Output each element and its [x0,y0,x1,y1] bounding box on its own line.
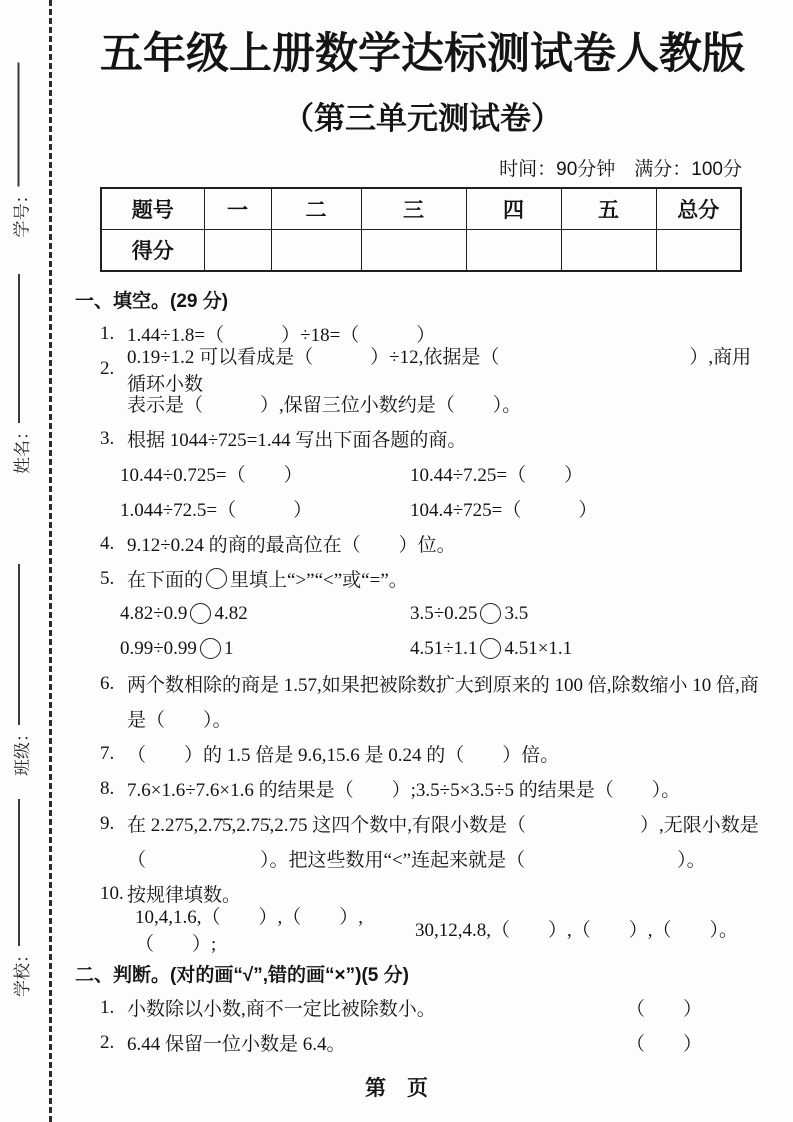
score-table-col-2: 二 [271,188,361,230]
fill-q5-row2 [75,631,770,666]
question-text: 0.19÷1.2 可以看成是（ ）÷12,依据是（ ）,商用循环小数 [127,346,752,395]
score-cell-empty [204,230,271,272]
fill-q9-line1 [75,806,770,841]
fill-q9-line2 [75,841,770,876]
fill-q4 [75,526,770,561]
school-label: 学校： [12,946,32,997]
statement-text: 小数除以小数,商不一定比被除数小。 [127,999,436,1021]
question-number: 7. [100,742,115,764]
binding-dashed-line [49,0,52,1122]
equation-blank: 1.044÷72.5=（ ） [120,500,313,522]
question-text: 按规律填数。 [127,885,242,907]
margin-field-class [10,564,30,776]
score-cell-empty [361,230,466,272]
fill-q3-intro [75,421,770,456]
question-text: 在下面的 [127,570,204,592]
comparison-item [120,603,410,625]
number-sequence: 10,4,1.6,（ ）,（ ）,（ ）; [135,906,364,955]
exam-meta: 时间：90分钟 满分：100分 [499,159,742,181]
school-blank-line [18,799,20,946]
right-expression: 4.51×1.1 [504,637,573,659]
student-number-label: 学号： [12,186,31,238]
page-title: 五年级上册数学达标测试卷人教版 [100,30,745,78]
score-table-corner-cell: 题号 [101,188,204,230]
question-number: 6. [100,672,115,694]
fill-q6-line2 [75,701,770,736]
fill-q10-sequences [75,906,770,955]
fill-q3-row1 [75,456,770,491]
fill-q7 [75,736,770,771]
score-table-score-row [101,230,741,272]
score-cell-empty [561,230,656,272]
section-judge-heading: 二、判断。(对的画“√”,错的画“×”)(5 分) [75,964,409,986]
class-blank-line [18,564,20,725]
question-text: 两个数相除的商是 1.57,如果把被除数扩大到原来的 100 倍,除数缩小 10 倍,商 [127,675,759,697]
question-number: 5. [100,567,115,589]
compare-circle-icon [200,638,221,659]
margin-field-school [10,799,30,997]
left-expression: 0.99÷0.99 [120,637,197,659]
equation-blank: 10.44÷7.25=（ ） [410,465,584,487]
fill-q8 [75,771,770,806]
question-number: 2. [100,357,115,379]
name-label: 姓名： [12,423,32,474]
margin-field-student-number [10,63,30,238]
question-number: 1. [100,322,115,344]
compare-circle-icon [206,568,227,589]
judge-item-1 [75,990,770,1025]
margin-field-name [10,274,30,474]
paper-content [75,0,770,1060]
question-text: （ ）。把这些数用“<”连起来就是（ ）。 [127,850,706,872]
comparison-item [120,638,410,660]
score-table-col-total: 总分 [656,188,741,230]
fill-q5-intro [75,561,770,596]
left-expression: 4.82÷0.9 [120,602,188,624]
section-fill-heading: 一、填空。(29 分) [75,290,229,312]
name-blank-line [18,274,20,423]
score-table-col-1: 一 [204,188,271,230]
page-footer: 第 页 [365,1077,428,1100]
fill-q6-line1 [75,666,770,701]
question-text: 表示是（ ）,保留三位小数约是（ ）。 [127,395,522,417]
question-number: 9. [100,812,115,834]
compare-circle-icon [190,603,211,624]
statement-text: 6.44 保留一位小数是 6.4。 [127,1034,346,1056]
score-table [100,187,742,272]
number-sequence: 30,12,4.8,（ ）,（ ）,（ ）。 [415,920,739,942]
comparison-item [410,603,528,625]
student-number-blank-line [17,63,19,187]
fill-q5-row1 [75,596,770,631]
question-number: 10. [100,882,124,904]
question-number: 8. [100,777,115,799]
right-expression: 4.82 [214,602,248,624]
score-cell-empty [271,230,361,272]
answer-blank: （ ） [625,999,702,1021]
fill-q3-row2 [75,491,770,526]
score-table-col-5: 五 [561,188,656,230]
answer-blank: （ ） [625,1034,702,1056]
question-text: （ ）的 1.5 倍是 9.6,15.6 是 0.24 的（ ）倍。 [127,745,560,767]
left-expression: 3.5÷0.25 [410,602,478,624]
judge-item-2 [75,1025,770,1060]
question-text: 1.44÷1.8=（ ）÷18=（ ） [127,325,436,347]
score-table-col-4: 四 [466,188,561,230]
left-expression: 4.51÷1.1 [410,637,478,659]
score-cell-empty [466,230,561,272]
score-row-label-cell: 得分 [101,230,204,272]
question-text: 9.12÷0.24 的商的最高位在（ ）位。 [127,535,456,557]
right-expression: 1 [223,637,234,659]
question-number: 2. [100,1031,115,1053]
class-label: 班级： [12,725,32,776]
score-cell-empty [656,230,741,272]
compare-circle-icon [480,603,501,624]
question-text: 7.6×1.6÷7.6×1.6 的结果是（ ）;3.5÷5×3.5÷5 的结果是（ ）。 [127,780,681,802]
score-table-col-3: 三 [361,188,466,230]
question-text: 根据 1044÷725=1.44 写出下面各题的商。 [127,430,467,452]
score-table-header-row [101,188,741,230]
compare-circle-icon [480,638,501,659]
question-text: 是（ ）。 [127,710,232,732]
question-number: 1. [100,996,115,1018]
equation-blank: 104.4÷725=（ ） [410,500,598,522]
fill-q2-line1 [75,346,770,395]
question-number: 4. [100,532,115,554]
page-subtitle: （第三单元测试卷） [283,101,562,137]
question-text: 里填上“>”“<”或“=”。 [230,570,408,592]
equation-blank: 10.44÷0.725=（ ） [120,465,303,487]
comparison-item [410,638,572,660]
right-expression: 3.5 [504,602,529,624]
question-number: 3. [100,427,115,449]
question-text: 在 2.275,2.7̇5̇,2.75̇,2.75 这四个数中,有限小数是（ ）,无限小数是 [127,815,759,837]
